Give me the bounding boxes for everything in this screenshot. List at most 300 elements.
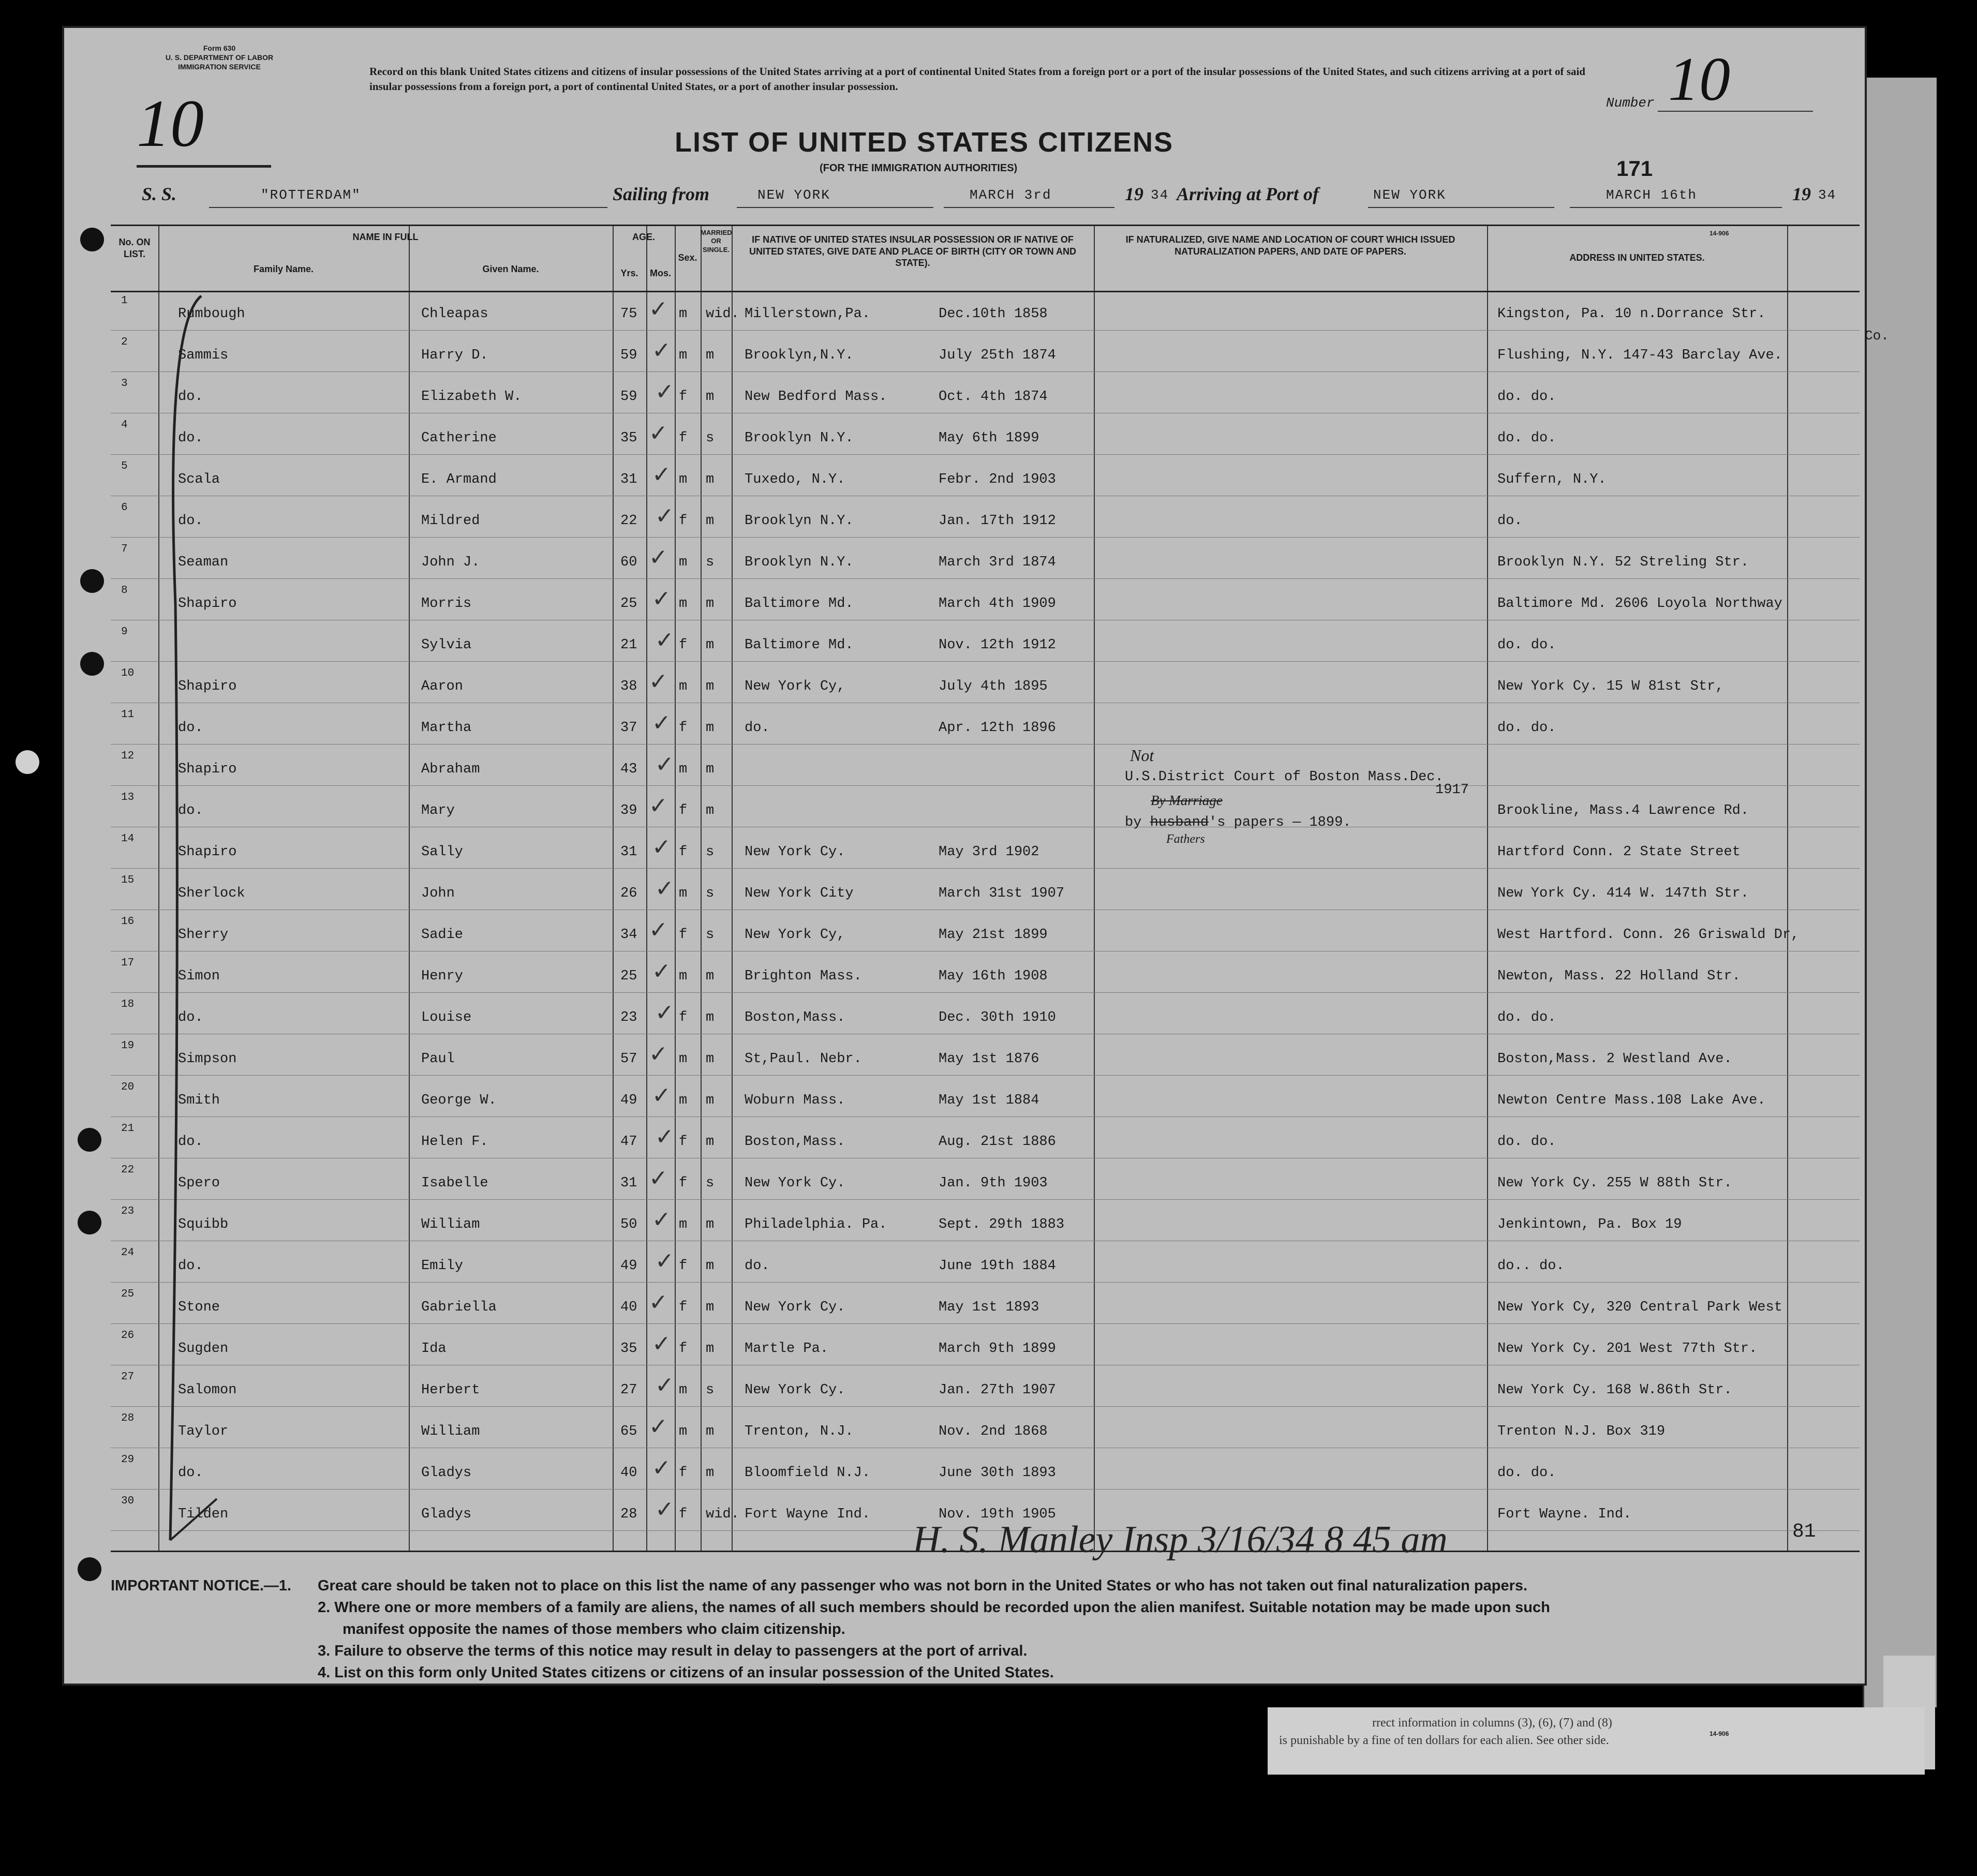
given-name-cell: Helen F. (421, 1134, 488, 1150)
birthplace-cell: New York Cy, (745, 679, 845, 694)
given-name-cell: John (421, 886, 455, 901)
handwritten-not: Not (1130, 746, 1154, 765)
marital-status-cell: m (706, 1300, 715, 1315)
age-years-cell: 75 (620, 306, 637, 322)
birth-date-cell: Jan. 27th 1907 (939, 1382, 1056, 1398)
birthplace-cell: Brooklyn,N.Y. (745, 348, 854, 363)
underlying-page-text (1268, 1707, 1925, 1775)
marital-status-cell: s (706, 430, 715, 446)
check-mark-icon: ✓ (649, 1289, 668, 1316)
address-cell: do. do. (1497, 637, 1556, 653)
family-name-cell: Simon (178, 969, 220, 984)
address-cell: do. do. (1497, 1010, 1556, 1025)
check-mark-icon: ✓ (649, 793, 668, 819)
voyage-line (142, 183, 1849, 214)
row-number-cell: 8 (121, 585, 128, 597)
address-cell: do. (1497, 513, 1523, 529)
marital-status-cell: m (706, 1051, 715, 1067)
birth-date-cell: May 1st 1893 (939, 1300, 1039, 1315)
row-number-cell: 24 (121, 1247, 135, 1259)
birth-date-cell: May 6th 1899 (939, 430, 1039, 446)
row-number-cell: 4 (121, 419, 128, 431)
table-row (111, 787, 1860, 827)
table-row (111, 1201, 1860, 1241)
sex-cell: m (679, 306, 688, 322)
row-number-cell: 2 (121, 336, 128, 348)
birthplace-cell: Baltimore Md. (745, 637, 854, 653)
sex-cell: m (679, 1217, 688, 1232)
given-name-cell: Ida (421, 1341, 447, 1357)
check-mark-icon: ✓ (655, 1496, 674, 1523)
sex-cell: m (679, 1093, 688, 1108)
marital-status-cell: m (706, 637, 715, 653)
address-cell: do. do. (1497, 720, 1556, 736)
address-cell: Fort Wayne. Ind. (1497, 1507, 1632, 1522)
birthplace-cell: Philadelphia. Pa. (745, 1217, 887, 1232)
check-mark-icon: ✓ (649, 917, 668, 943)
given-name-cell: Aaron (421, 679, 464, 694)
service: IMMIGRATION SERVICE (178, 63, 261, 71)
age-years-cell: 49 (620, 1093, 637, 1108)
punch-hole (80, 652, 104, 676)
birthplace-cell: Brooklyn N.Y. (745, 513, 854, 529)
marital-status-cell: m (706, 1424, 715, 1439)
marital-status-cell: m (706, 762, 715, 777)
sex-cell: f (679, 637, 688, 653)
sex-cell: m (679, 1382, 688, 1398)
family-name-cell: Shapiro (178, 679, 237, 694)
address-cell: do. do. (1497, 1465, 1556, 1481)
notice-lead: IMPORTANT NOTICE.—1. (111, 1577, 292, 1594)
given-name-cell: Paul (421, 1051, 455, 1067)
check-mark-icon: ✓ (655, 1248, 674, 1274)
family-name-cell: do. (178, 1010, 203, 1025)
marital-status-cell: m (706, 1010, 715, 1025)
marital-status-cell: m (706, 803, 715, 818)
given-name-cell: John J. (421, 555, 480, 570)
given-name-cell: Gabriella (421, 1300, 497, 1315)
given-name-cell: Catherine (421, 430, 497, 446)
row-number-cell: 12 (121, 750, 135, 762)
birth-date-cell: Sept. 29th 1883 (939, 1217, 1065, 1232)
ss-label: S. S. (142, 184, 177, 204)
check-mark-icon: ✓ (652, 958, 671, 985)
from-port: NEW YORK (757, 187, 830, 203)
sex-cell: f (679, 1465, 688, 1481)
table-row (111, 456, 1860, 496)
family-name-cell: Smith (178, 1093, 220, 1108)
marital-status-cell: m (706, 720, 715, 736)
table-row (111, 291, 1860, 331)
punch-hole (80, 228, 104, 251)
age-years-cell: 43 (620, 762, 637, 777)
check-mark-icon: ✓ (652, 1455, 671, 1481)
table-row (111, 994, 1860, 1034)
address-cell: Boston,Mass. 2 Westland Ave. (1497, 1051, 1732, 1067)
family-name-cell: Scala (178, 472, 220, 487)
check-mark-icon: ✓ (655, 751, 674, 778)
birthplace-cell: Brooklyn N.Y. (745, 430, 854, 446)
birth-date-cell: March 9th 1899 (939, 1341, 1056, 1357)
birth-date-cell: March 3rd 1874 (939, 555, 1056, 570)
check-mark-icon: ✓ (655, 875, 674, 902)
notice-code: 14-906 (1710, 1730, 1729, 1737)
row-number-cell: 16 (121, 916, 135, 928)
check-mark-icon: ✓ (652, 834, 671, 860)
birthplace-cell: New York Cy, (745, 927, 845, 943)
table-row (111, 1450, 1860, 1490)
row-number-cell: 25 (121, 1288, 135, 1300)
birthplace-cell: New York City (745, 886, 854, 901)
row-number-cell: 22 (121, 1164, 135, 1176)
marital-status-cell: m (706, 389, 715, 405)
birth-date-cell: March 4th 1909 (939, 596, 1056, 612)
handwritten-list-number-left: 10 (137, 86, 204, 161)
marital-status-cell: m (706, 513, 715, 529)
table-row (111, 912, 1860, 951)
birthplace-cell: Millerstown,Pa. (745, 306, 871, 322)
birthplace-cell: do. (745, 720, 770, 736)
table-row (111, 870, 1860, 910)
given-name-cell: Elizabeth W. (421, 389, 522, 405)
address-cell: Hartford Conn. 2 State Street (1497, 844, 1741, 860)
header-address: ADDRESS IN UNITED STATES. (1569, 252, 1705, 263)
sex-cell: f (679, 389, 688, 405)
check-mark-icon: ✓ (655, 1124, 674, 1150)
row-number-cell: 18 (121, 999, 135, 1010)
departure-year: 34 (1151, 187, 1169, 203)
birthplace-cell: Brooklyn N.Y. (745, 555, 854, 570)
address-cell: Jenkintown, Pa. Box 19 (1497, 1217, 1682, 1232)
table-row (111, 1408, 1860, 1448)
age-years-cell: 65 (620, 1424, 637, 1439)
arrival-year-prefix: 19 (1792, 184, 1811, 204)
number-label: Number (1606, 95, 1655, 111)
age-years-cell: 31 (620, 1175, 637, 1191)
age-years-cell: 35 (620, 430, 637, 446)
age-years-cell: 57 (620, 1051, 637, 1067)
check-mark-icon: ✓ (649, 1413, 668, 1440)
slip-line-1: rrect information in columns (3), (6), (7) and (8) (1372, 1716, 1612, 1730)
punch-hole-light (16, 750, 39, 774)
table-row (111, 1077, 1860, 1117)
table-row (111, 539, 1860, 579)
family-name-cell: Taylor (178, 1424, 229, 1439)
age-years-cell: 37 (620, 720, 637, 736)
check-mark-icon: ✓ (649, 296, 668, 322)
family-name-cell: Rumbough (178, 306, 245, 322)
age-years-cell: 60 (620, 555, 637, 570)
ship-name: "ROTTERDAM" (261, 187, 361, 203)
sex-cell: f (679, 513, 688, 529)
total-count: 81 (1792, 1521, 1816, 1543)
notice-item-3: 3. Failure to observe the terms of this notice may result in delay to passengers at the port of arrival. (318, 1643, 1028, 1660)
from-underline (737, 207, 933, 208)
punch-hole (78, 1211, 101, 1234)
marital-status-cell: s (706, 1175, 715, 1191)
row-number-cell: 6 (121, 502, 128, 514)
family-name-cell: Salomon (178, 1382, 237, 1398)
arrival-port: NEW YORK (1373, 187, 1446, 203)
sex-cell: f (679, 720, 688, 736)
age-years-cell: 25 (620, 596, 637, 612)
ship-underline (209, 207, 607, 208)
row-number-cell: 23 (121, 1205, 135, 1217)
table-row (111, 580, 1860, 620)
birthplace-cell: Trenton, N.J. (745, 1424, 854, 1439)
address-cell: Baltimore Md. 2606 Loyola Northway (1497, 596, 1782, 612)
birthplace-cell: Boston,Mass. (745, 1010, 845, 1025)
naturalization-court: U.S.District Court of Boston Mass.Dec. (1125, 769, 1444, 785)
address-cell: Trenton N.J. Box 319 (1497, 1424, 1666, 1439)
check-mark-icon: ✓ (652, 1082, 671, 1109)
sex-cell: f (679, 1341, 688, 1357)
naturalization-year: 1917 (1435, 782, 1469, 798)
row-number-cell: 30 (121, 1495, 135, 1507)
age-years-cell: 34 (620, 927, 637, 943)
table-row (111, 663, 1860, 703)
birthplace-cell: New Bedford Mass. (745, 389, 887, 405)
passenger-table (111, 225, 1860, 1552)
family-name-cell: do. (178, 1134, 203, 1150)
header-family-name: Family Name. (253, 264, 314, 274)
address-cell: New York Cy. 168 W.86th Str. (1497, 1382, 1732, 1398)
table-row (111, 622, 1860, 662)
sex-cell: f (679, 430, 688, 446)
marital-status-cell: m (706, 1134, 715, 1150)
inspector-signature: H. S. Manley Insp 3/16/34 8 45 am (913, 1518, 1448, 1561)
row-number-cell: 5 (121, 460, 128, 472)
check-mark-icon: ✓ (652, 461, 671, 488)
given-name-cell: George W. (421, 1093, 497, 1108)
naturalization-papers (1125, 815, 1351, 830)
table-row (111, 1036, 1860, 1076)
family-name-cell: Tilden (178, 1507, 229, 1522)
table-row (111, 332, 1860, 372)
sex-cell: f (679, 1010, 688, 1025)
birth-date-cell: Aug. 21st 1886 (939, 1134, 1056, 1150)
given-name-cell: Sylvia (421, 637, 472, 653)
sex-cell: f (679, 1258, 688, 1274)
table-row (111, 1243, 1860, 1283)
given-name-cell: Mary (421, 803, 455, 818)
check-mark-icon: ✓ (652, 1331, 671, 1357)
family-name-cell: do. (178, 389, 203, 405)
row-number-cell: 9 (121, 626, 128, 638)
struck-by-marriage: By Marriage (1151, 793, 1223, 808)
punch-hole (80, 569, 104, 593)
slip-line-2: is punishable by a fine of ten dollars for each alien. See other side. (1279, 1733, 1609, 1747)
row-number-cell: 14 (121, 833, 135, 845)
family-name-cell: Shapiro (178, 596, 237, 612)
age-years-cell: 25 (620, 969, 637, 984)
table-row (111, 829, 1860, 869)
table-row (111, 1119, 1860, 1158)
birth-date-cell: June 19th 1884 (939, 1258, 1056, 1274)
row-number-cell: 19 (121, 1040, 135, 1052)
table-row (111, 705, 1860, 745)
arrival-port-underline (1368, 207, 1554, 208)
birthplace-cell: Tuxedo, N.Y. (745, 472, 845, 487)
family-name-cell: Squibb (178, 1217, 229, 1232)
check-mark-icon: ✓ (655, 627, 674, 653)
form-number: Form 630 (203, 44, 236, 52)
age-years-cell: 28 (620, 1507, 637, 1522)
sex-cell: m (679, 762, 688, 777)
birth-date-cell: July 25th 1874 (939, 348, 1056, 363)
sex-cell: f (679, 1507, 688, 1522)
marital-status-cell: m (706, 1465, 715, 1481)
date-underline (944, 207, 1114, 208)
family-name-cell: Sherry (178, 927, 229, 943)
sex-cell: m (679, 886, 688, 901)
marital-status-cell: s (706, 1382, 715, 1398)
birthplace-cell: Bloomfield N.J. (745, 1465, 871, 1481)
sheet-number: 171 (1616, 156, 1653, 181)
marital-status-cell: m (706, 1093, 715, 1108)
birthplace-cell: New York Cy. (745, 1300, 845, 1315)
address-cell: New York Cy. 414 W. 147th Str. (1497, 886, 1749, 901)
table-row (111, 498, 1860, 538)
handwritten-fathers: Fathers (1166, 832, 1205, 846)
table-row (111, 374, 1860, 413)
given-name-cell: Herbert (421, 1382, 480, 1398)
sex-cell: m (679, 472, 688, 487)
table-row (111, 1160, 1860, 1200)
birth-date-cell: Nov. 19th 1905 (939, 1507, 1056, 1522)
check-mark-icon: ✓ (649, 668, 668, 695)
table-row (111, 953, 1860, 993)
notice-item-1: Great care should be taken not to place on this list the name of any passenger who was not born in the United States or who has not taken out final naturalization papers. (318, 1577, 1528, 1594)
age-years-cell: 59 (620, 348, 637, 363)
birth-date-cell: Nov. 12th 1912 (939, 637, 1056, 653)
check-mark-icon: ✓ (652, 586, 671, 612)
marital-status-cell: s (706, 927, 715, 943)
birth-date-cell: Jan. 17th 1912 (939, 513, 1056, 529)
row-number-cell: 28 (121, 1412, 135, 1424)
handwritten-number: 10 (1668, 44, 1730, 113)
birthplace-cell: Brighton Mass. (745, 969, 862, 984)
notice-item-4: 4. List on this form only United States citizens or citizens of an insular possession of the United States. (318, 1664, 1054, 1681)
marital-status-cell: wid. (706, 306, 739, 322)
marital-status-cell: m (706, 472, 715, 487)
papers-struck: husband (1150, 815, 1209, 830)
table-row (111, 1367, 1860, 1407)
punch-hole (78, 1557, 101, 1581)
row-number-cell: 26 (121, 1330, 135, 1342)
given-name-cell: Abraham (421, 762, 480, 777)
given-name-cell: Henry (421, 969, 464, 984)
page-subtitle: (FOR THE IMMIGRATION AUTHORITIES) (820, 162, 1018, 174)
table-row (111, 746, 1860, 786)
header-mos: Mos. (649, 268, 671, 278)
birthplace-cell: New York Cy. (745, 1382, 845, 1398)
family-name-cell: do. (178, 430, 203, 446)
birthplace-cell: Martle Pa. (745, 1341, 829, 1357)
table-row (111, 1326, 1860, 1365)
marital-status-cell: s (706, 555, 715, 570)
marital-status-cell: s (706, 844, 715, 860)
address-cell: Brookline, Mass.4 Lawrence Rd. (1497, 803, 1749, 818)
birth-date-cell: May 1st 1876 (939, 1051, 1039, 1067)
sex-cell: f (679, 844, 688, 860)
margin-note: Co. (1865, 328, 1889, 344)
address-cell: New York Cy. 201 West 77th Str. (1497, 1341, 1758, 1357)
address-cell: Kingston, Pa. 10 n.Dorrance Str. (1497, 306, 1766, 322)
punch-hole (78, 1128, 101, 1152)
address-cell: Brooklyn N.Y. 52 Streling Str. (1497, 555, 1749, 570)
check-mark-icon: ✓ (652, 337, 671, 364)
address-cell: Newton Centre Mass.108 Lake Ave. (1497, 1093, 1766, 1108)
marital-status-cell: m (706, 1217, 715, 1232)
birthplace-cell: Boston,Mass. (745, 1134, 845, 1150)
age-years-cell: 31 (620, 472, 637, 487)
given-name-cell: Morris (421, 596, 472, 612)
header-age: AGE. (632, 232, 655, 242)
year-prefix: 19 (1125, 184, 1143, 204)
arriving-label: Arriving at Port of (1177, 184, 1319, 204)
marital-status-cell: m (706, 1341, 715, 1357)
given-name-cell: Louise (421, 1010, 472, 1025)
family-name-cell: do. (178, 1465, 203, 1481)
family-name-cell: Spero (178, 1175, 220, 1191)
header-birth: IF NATIVE OF UNITED STATES INSULAR POSSESSION OR IF NATIVE OF UNITED STATES, GIVE DATE AND PLACE OF BIRTH (CITY OR TOWN AND STATE). (749, 234, 1076, 268)
header-married-single: MARRIED OR SINGLE. (701, 229, 732, 254)
arrival-date: MARCH 16th (1606, 187, 1698, 203)
age-years-cell: 59 (620, 389, 637, 405)
notice-item-2a: 2. Where one or more members of a family are aliens, the names of all such members should be recorded upon the alien manifest. Suitable notation may be made upon such (318, 1599, 1550, 1616)
row-number-cell: 29 (121, 1454, 135, 1466)
birth-date-cell: Dec.10th 1858 (939, 306, 1048, 322)
age-years-cell: 26 (620, 886, 637, 901)
marital-status-cell: wid. (706, 1507, 739, 1522)
given-name-cell: Isabelle (421, 1175, 488, 1191)
birth-date-cell: Nov. 2nd 1868 (939, 1424, 1048, 1439)
header-yrs: Yrs. (620, 268, 638, 278)
marital-status-cell: s (706, 886, 715, 901)
row-number-cell: 21 (121, 1123, 135, 1135)
sex-cell: m (679, 348, 688, 363)
sex-cell: f (679, 1175, 688, 1191)
header-name-in-full: NAME IN FULL (352, 232, 419, 242)
age-years-cell: 40 (620, 1300, 637, 1315)
family-name-cell: Simpson (178, 1051, 237, 1067)
marital-status-cell: m (706, 969, 715, 984)
family-name-cell: Sammis (178, 348, 229, 363)
sex-cell: f (679, 803, 688, 818)
row-number-cell: 1 (121, 295, 128, 307)
check-mark-icon: ✓ (649, 420, 668, 446)
age-years-cell: 23 (620, 1010, 637, 1025)
address-cell: New York Cy. 255 W 88th Str. (1497, 1175, 1732, 1191)
age-years-cell: 50 (620, 1217, 637, 1232)
given-name-cell: Chleapas (421, 306, 488, 322)
header-naturalized: IF NATURALIZED, GIVE NAME AND LOCATION OF COURT WHICH ISSUED NATURALIZATION PAPERS, AND DATE OF PAPERS. (1125, 234, 1455, 257)
family-name-cell: Stone (178, 1300, 220, 1315)
family-name-cell: Shapiro (178, 844, 237, 860)
birth-date-cell: Febr. 2nd 1903 (939, 472, 1056, 487)
table-row (111, 415, 1860, 455)
row-number-cell: 20 (121, 1081, 135, 1093)
marital-status-cell: m (706, 348, 715, 363)
address-cell: do. do. (1497, 430, 1556, 446)
header-no-on-list: No. ON LIST. (118, 237, 151, 259)
row-number-cell: 15 (121, 874, 135, 886)
age-years-cell: 47 (620, 1134, 637, 1150)
birth-date-cell: May 16th 1908 (939, 969, 1048, 984)
age-years-cell: 39 (620, 803, 637, 818)
given-name-cell: E. Armand (421, 472, 497, 487)
